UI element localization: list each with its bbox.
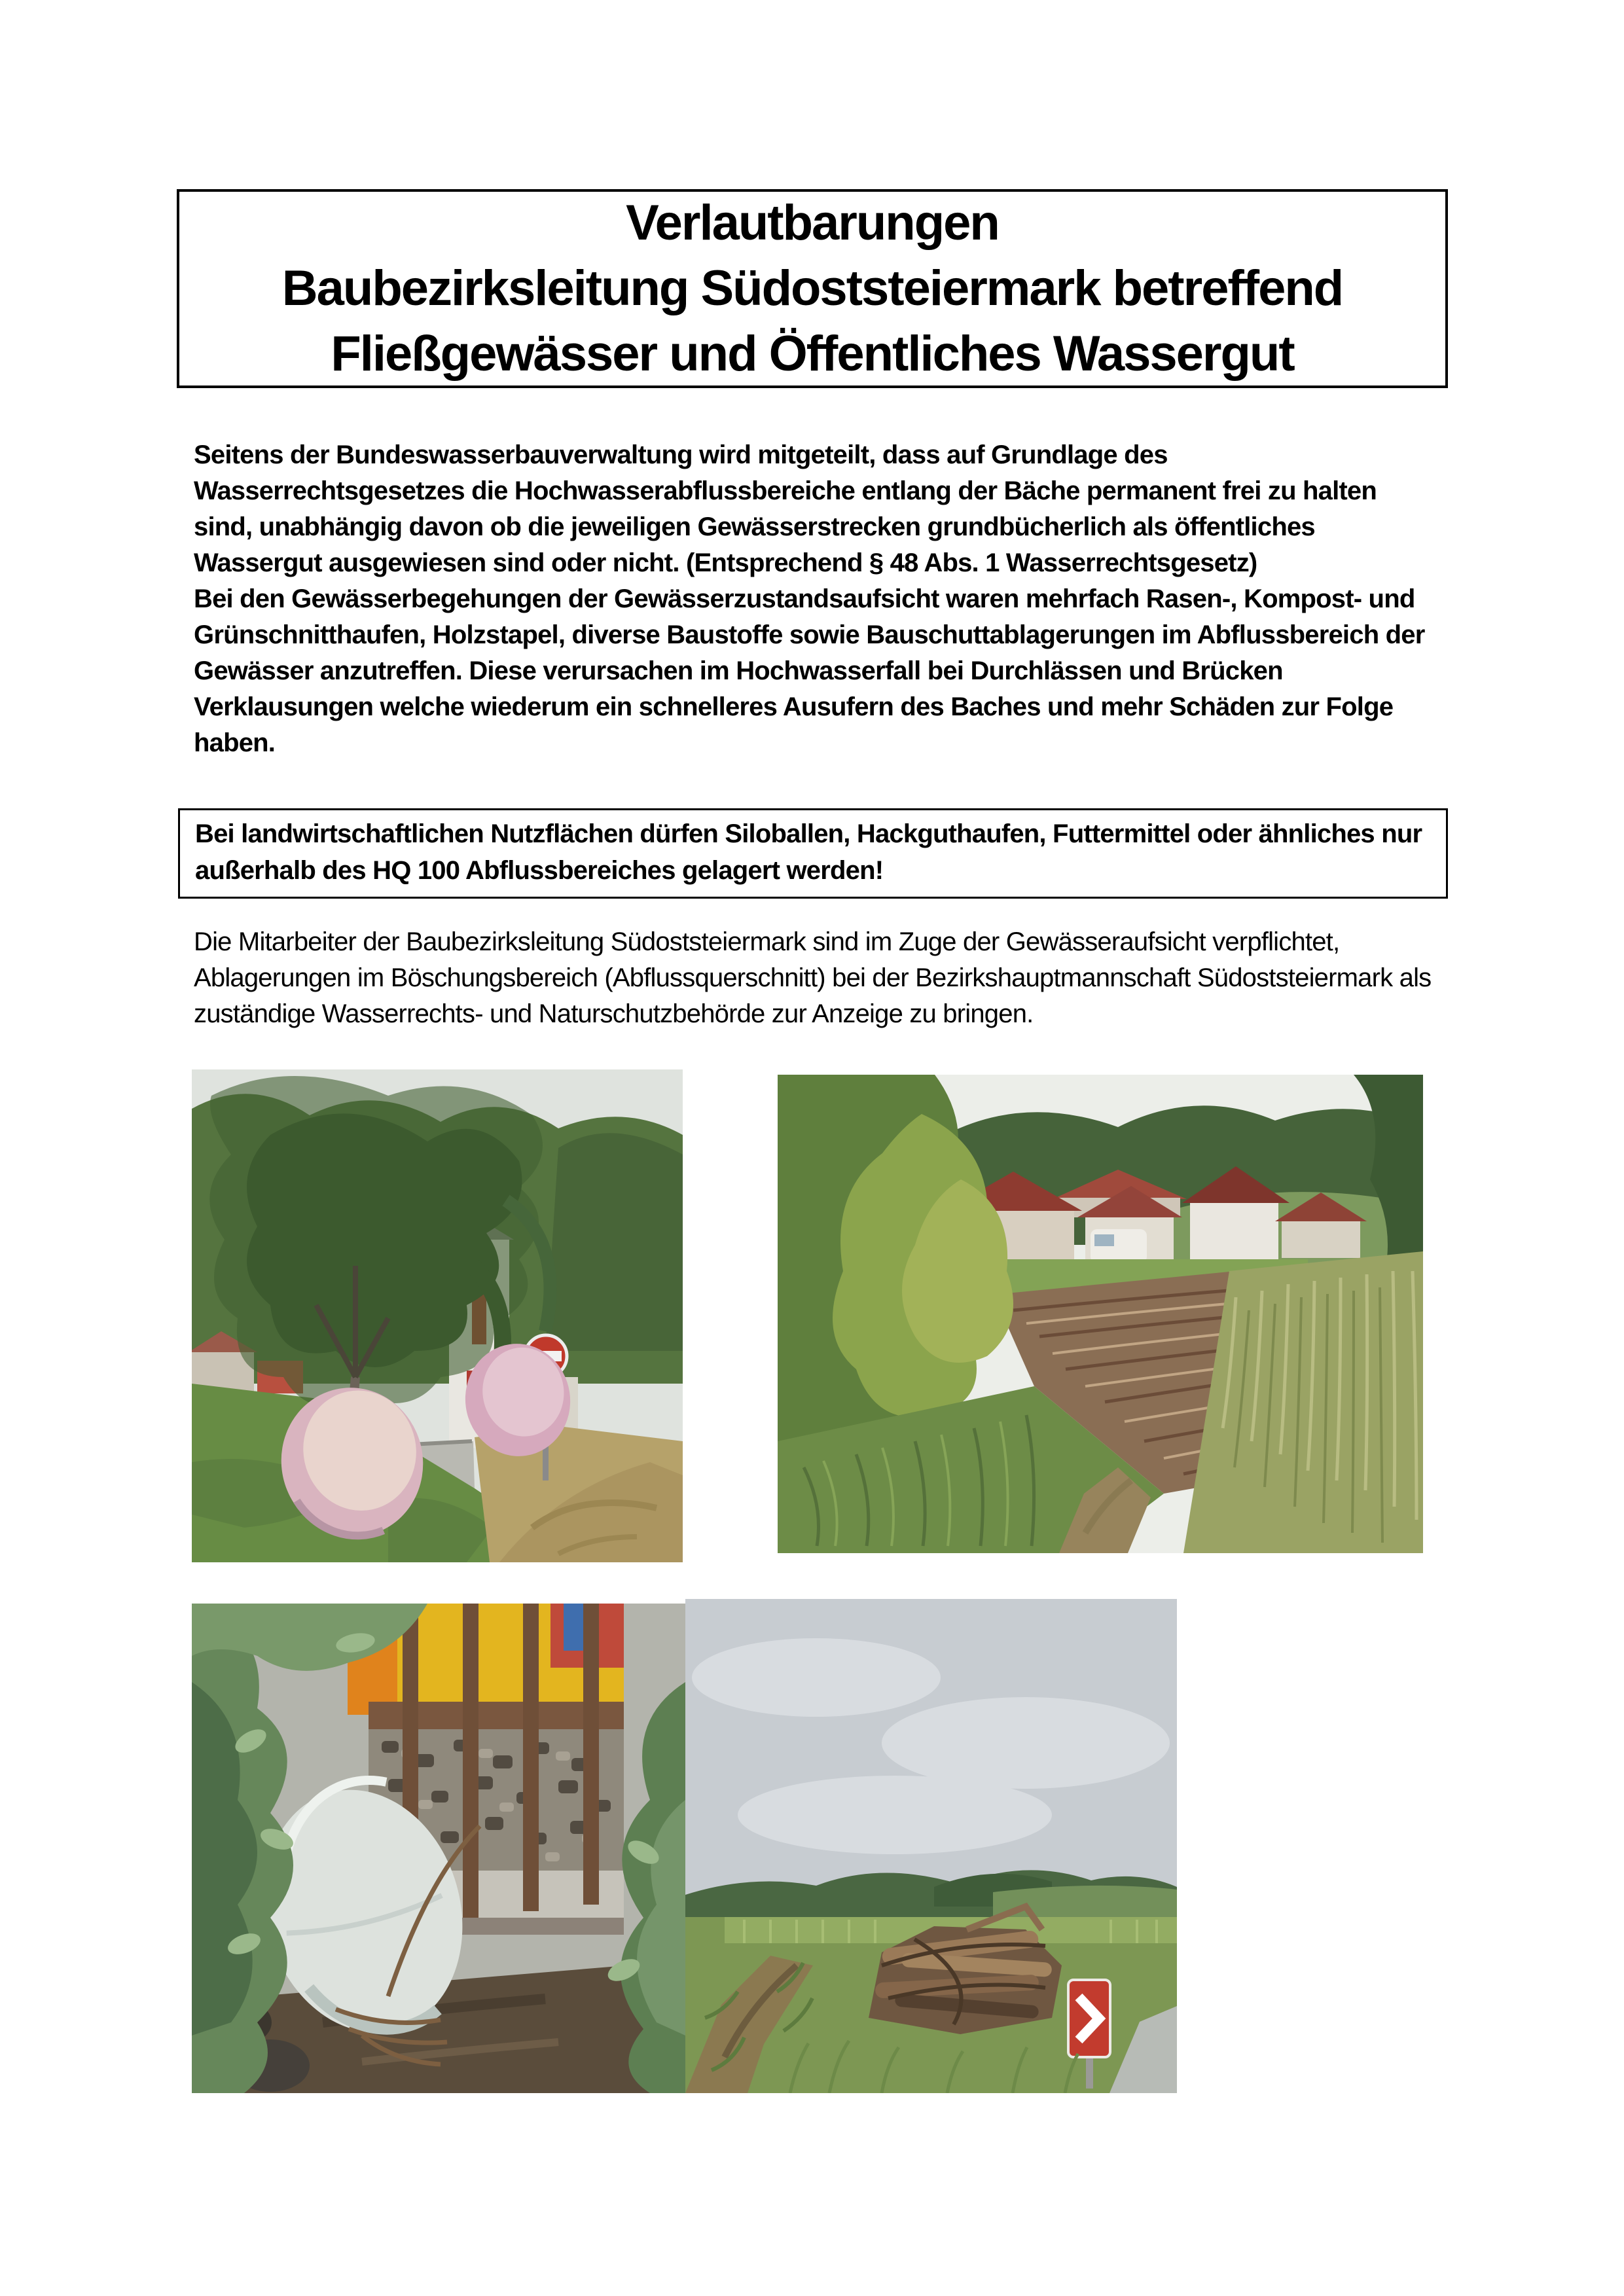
photo-bale-at-weir-illustration [192,1604,685,2093]
paragraph-notice: Die Mitarbeiter der Baubezirksleitung Südoststeiermark sind im Zuge der Gewässeraufsicht verpflichtet, Ablagerungen im Böschungsbereich (Abflussquerschnitt) bei der Bezirkshauptmannschaft Südoststeiermark als zuständige Wasserrechts- und Naturschutzbehörde zur Anzeige zu bringen. [194,927,1432,1028]
photo-silage-bales-bridge-illustration [192,1069,683,1562]
photo-silage-bales-bridge [192,1069,683,1562]
rule-box-text: Bei landwirtschaftlichen Nutzflächen dürfen Siloballen, Hackguthaufen, Futtermittel oder ähnliches nur außerhalb des HQ 100 Abflussbereiches gelagert werden! [195,819,1422,885]
photo-driftwood-meadow [685,1599,1177,2093]
rule-box [178,808,1448,899]
paragraph-intro-part-b: Bei den Gewässerbegehungen der Gewässerzustandsaufsicht waren mehrfach Rasen-, Kompost- und Grünschnitthaufen, Holzstapel, diverse Baustoffe sowie Bauschuttablagerungen im Abflussbereich der Gewässer anzutreffen. Diese verursachen im Hochwasserfall bei Durchlässen und Brücken Verklausungen welche wiederum ein schnelleres Ausufern des Baches und mehr Schäden zur Folge haben. [194,584,1425,757]
photo-brushwood-stream [778,1075,1423,1553]
photo-bale-at-weir [192,1604,685,2093]
title-line-2: Baubezirksleitung Südoststeiermark betreffend [281,260,1343,316]
title-line-3: Fließgewässer und Öffentliches Wassergut [331,326,1294,382]
title-line-1: Verlautbarungen [626,195,999,251]
title-box [177,189,1448,388]
photo-brushwood-stream-illustration [778,1075,1423,1553]
paragraph-intro [194,437,1441,761]
paragraph-intro-part-a: Seitens der Bundeswasserbauverwaltung wird mitgeteilt, dass auf Grundlage des Wasserrechtsgesetzes die Hochwasserabflussbereiche entlang der Bäche permanent frei zu halten sind, unabhängig davon ob die jeweiligen Gewässerstrecken grundbücherlich als öffentliches Wassergut ausgewiesen sind oder nicht. (Entsprechend § 48 Abs. 1 Wasserrechtsgesetz) [194,440,1377,577]
photo-driftwood-meadow-illustration [685,1599,1177,2093]
